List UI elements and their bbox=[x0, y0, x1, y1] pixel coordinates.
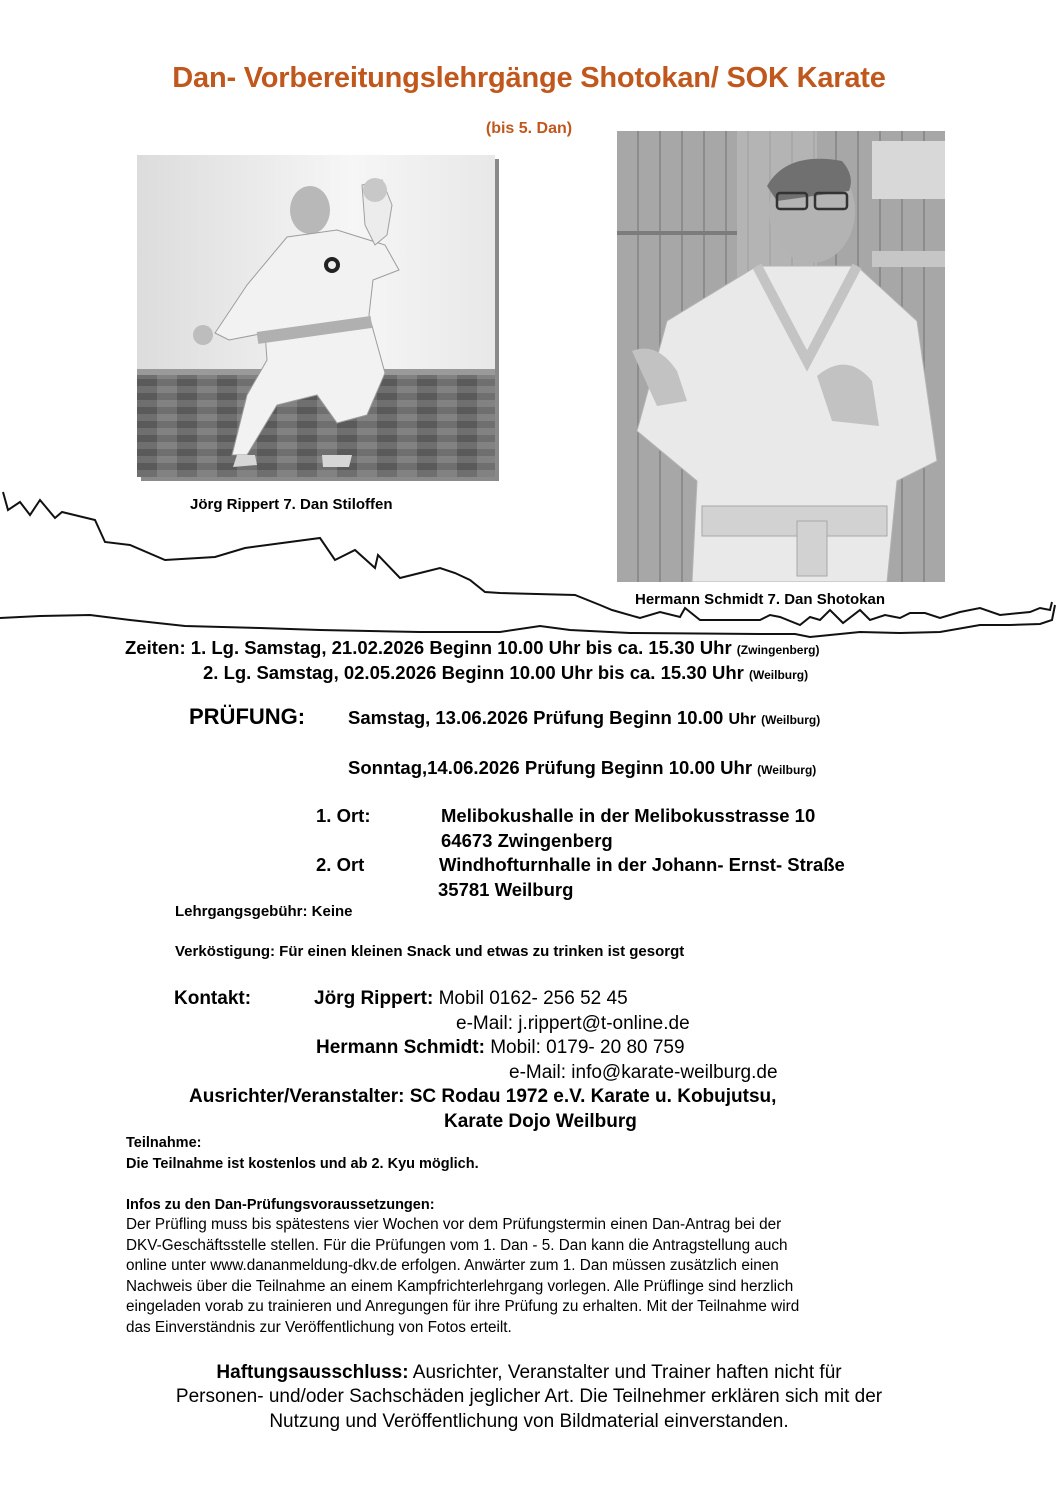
pruefung-unit-1: Uhr bbox=[728, 711, 756, 728]
infos-line: DKV-Geschäftsstelle stellen. Für die Prüfungen vom 1. Dan - 5. Dan kann die Antragstellung auch bbox=[126, 1236, 788, 1254]
ort-2-line2: 35781 Weilburg bbox=[438, 879, 574, 900]
photo-joerg-rippert bbox=[137, 155, 495, 477]
pruefung-place-2: (Weilburg) bbox=[757, 763, 817, 777]
zeiten-text-1: 1. Lg. Samstag, 21.02.2026 Beginn 10.00 Uhr bis ca. 15.30 Uhr bbox=[190, 637, 732, 658]
pruefung-line-1 bbox=[348, 707, 820, 729]
ort-1-line2: 64673 Zwingenberg bbox=[441, 830, 613, 851]
infos-line: Nachweis über die Teilnahme an einem Kampfrichterlehrgang vorlegen. Alle Prüflinge sind herzlich bbox=[126, 1277, 794, 1295]
infos-line: online unter www.dananmeldung-dkv.de erfolgen. Anwärter zum 1. Dan müssen zusätzlich einen bbox=[126, 1257, 779, 1274]
kontakt-email-2[interactable]: e-Mail: info@karate-weilburg.de bbox=[509, 1062, 778, 1083]
page-subtitle: (bis 5. Dan) bbox=[485, 120, 573, 137]
haftung-line-2: Personen- und/oder Sachschäden jeglicher Art. Die Teilnehmer erklären sich mit der bbox=[175, 1386, 883, 1407]
zeiten-line-1 bbox=[125, 637, 819, 659]
kontakt-person-1 bbox=[314, 988, 628, 1010]
verkoestigung: Verköstigung: Für einen kleinen Snack und etwas zu trinken ist gesorgt bbox=[175, 943, 685, 960]
pruefung-text-2: Sonntag,14.06.2026 Prüfung Beginn 10.00 Uhr bbox=[348, 757, 753, 778]
infos-line: das Einverständnis zur Veröffentlichung von Fotos erteilt. bbox=[126, 1318, 512, 1336]
ort-1-label: 1. Ort: bbox=[316, 805, 371, 826]
zeiten-text-2: 2. Lg. Samstag, 02.05.2026 Beginn 10.00 Uhr bis ca. 15.30 Uhr bbox=[203, 662, 744, 683]
mountain-line-decoration bbox=[0, 480, 1058, 640]
pruefung-place-1: (Weilburg) bbox=[761, 713, 821, 727]
haftung-label: Haftungsausschluss: bbox=[216, 1362, 409, 1383]
zeiten-place-1: (Zwingenberg) bbox=[736, 643, 820, 657]
ort-1-line1: Melibokushalle in der Melibokusstrasse 10 bbox=[441, 805, 816, 826]
zeiten-line-2 bbox=[203, 662, 808, 684]
kontakt-name-2: Hermann Schmidt: bbox=[316, 1037, 485, 1058]
photo-caption-schmidt: Hermann Schmidt 7. Dan Shotokan bbox=[635, 591, 886, 608]
pruefung-text-1: Samstag, 13.06.2026 Prüfung Beginn 10.00 bbox=[348, 707, 724, 728]
kontakt-label: Kontakt: bbox=[174, 988, 252, 1009]
infos-body bbox=[126, 1215, 799, 1338]
haftung-text-1: Ausrichter, Veranstalter und Trainer haften nicht für bbox=[412, 1362, 842, 1383]
infos-heading: Infos zu den Dan-Prüfungsvoraussetzungen: bbox=[126, 1197, 435, 1213]
kontakt-person-2 bbox=[316, 1037, 685, 1059]
ort-2-line1: Windhofturnhalle in der Johann- Ernst- Straße bbox=[439, 854, 845, 875]
haftung-line-3: Nutzung und Veröffentlichung von Bildmaterial einverstanden. bbox=[269, 1411, 789, 1432]
pruefung-label: PRÜFUNG: bbox=[189, 704, 306, 729]
organizer-name: SC Rodau 1972 e.V. Karate u. Kobujutsu, bbox=[409, 1086, 777, 1107]
ort-2-label: 2. Ort bbox=[316, 854, 365, 875]
photo-caption-rippert: Jörg Rippert 7. Dan Stiloffen bbox=[190, 496, 393, 513]
organizer-line-1 bbox=[189, 1086, 776, 1108]
haftung-line-1 bbox=[0, 1362, 1058, 1384]
lehrgangsgebuehr: Lehrgangsgebühr: Keine bbox=[175, 903, 353, 920]
kontakt-email-1[interactable]: e-Mail: j.rippert@t-online.de bbox=[456, 1013, 690, 1034]
zeiten-label: Zeiten: bbox=[125, 637, 186, 658]
kontakt-name-1: Jörg Rippert: bbox=[314, 988, 434, 1009]
infos-line: Der Prüfling muss bis spätestens vier Wochen vor dem Prüfungstermin einen Dan-Antrag bei der bbox=[126, 1216, 782, 1233]
kontakt-phone-1: Mobil 0162- 256 52 45 bbox=[438, 988, 628, 1009]
page-title: Dan- Vorbereitungslehrgänge Shotokan/ SOK Karate bbox=[172, 62, 886, 94]
kontakt-phone-2: Mobil: 0179- 20 80 759 bbox=[490, 1037, 685, 1058]
infos-line: eingeladen vorab zu trainieren und Anregungen für ihre Prüfung zu erhalten. Mit der Teilnahme wird bbox=[126, 1298, 800, 1315]
teilnahme-heading: Teilnahme: bbox=[126, 1135, 202, 1151]
organizer-line-2: Karate Dojo Weilburg bbox=[444, 1111, 637, 1132]
karateka-kata-illustration bbox=[137, 155, 495, 477]
teilnahme-text: Die Teilnahme ist kostenlos und ab 2. Kyu möglich. bbox=[126, 1156, 479, 1172]
zeiten-place-2: (Weilburg) bbox=[749, 668, 809, 682]
pruefung-line-2 bbox=[348, 757, 816, 779]
organizer-label: Ausrichter/Veranstalter: bbox=[189, 1086, 405, 1107]
